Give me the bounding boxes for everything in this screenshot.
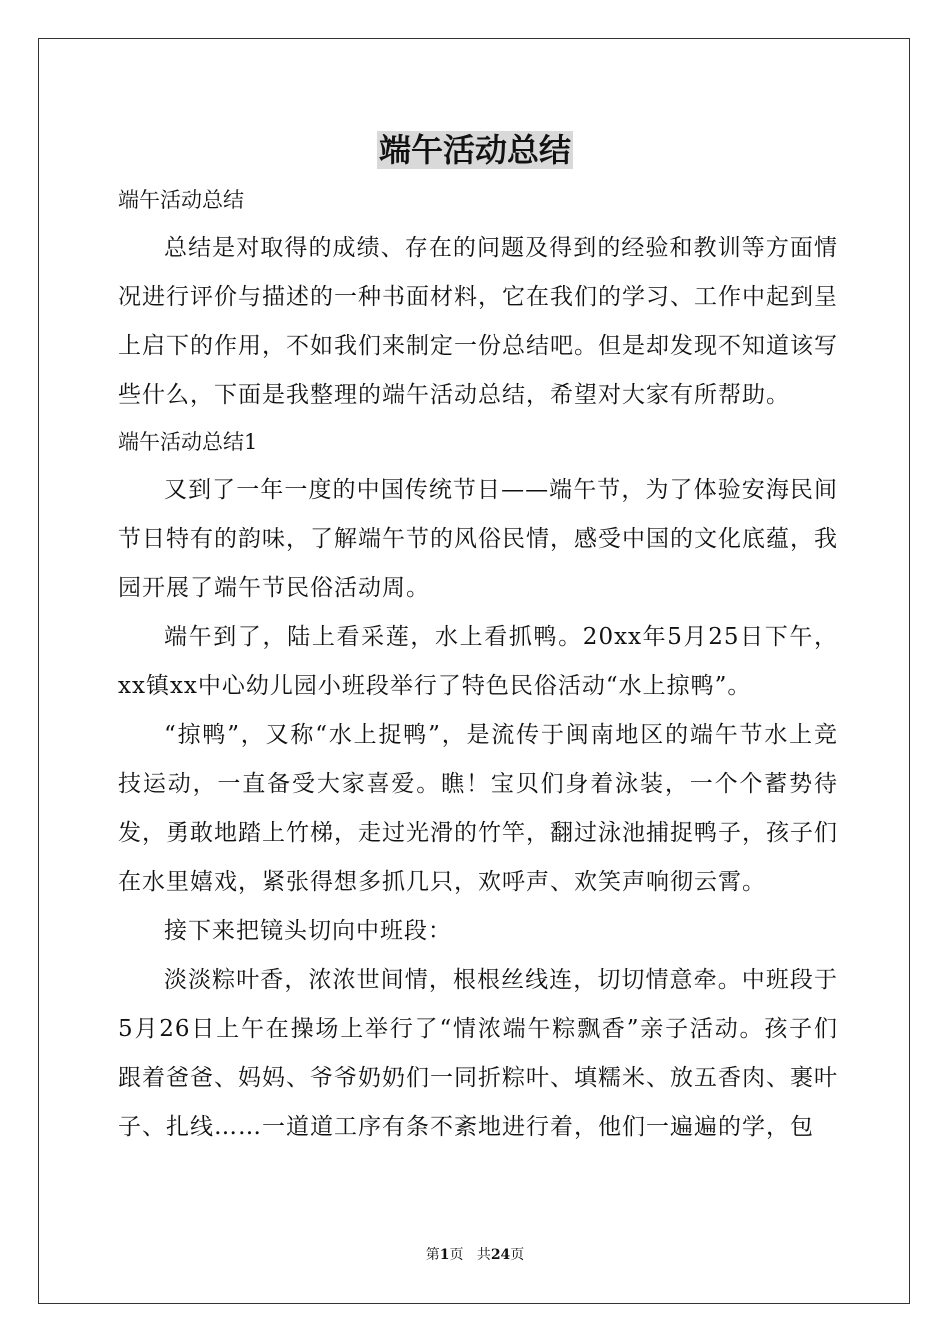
intro-paragraph: 总结是对取得的成绩、存在的问题及得到的经验和教训等方面情况进行评价与描述的一种书面材料，它在我们的学习、工作中起到呈上启下的作用，不如我们来制定一份总结吧。但是却发现不知道该写些什么，下面是我整理的端午活动总结，希望对大家有所帮助。: [118, 235, 838, 408]
body-paragraph: “掠鸭”，又称“水上捉鸭”，是流传于闽南地区的端午节水上竞技运动，一直备受大家喜爱。瞧！宝贝们身着泳装，一个个蓄势待发，勇敢地踏上竹梯，走过光滑的竹竿，翻过泳池捕捉鸭子，孩子们在水里嬉戏，紧张得想多抓几只，欢呼声、欢笑声响彻云霄。: [118, 722, 838, 895]
document-title: [0, 124, 950, 176]
page-footer: [0, 1244, 950, 1264]
page-suffix: 页: [449, 1247, 464, 1263]
document-subtitle: 端午活动总结: [118, 188, 244, 212]
document-title-text: 端午活动总结: [378, 131, 571, 169]
section-heading: 端午活动总结1: [118, 430, 258, 454]
total-pages: 24: [490, 1247, 511, 1263]
body-paragraph: 又到了一年一度的中国传统节日——端午节，为了体验安海民间节日特有的韵味，了解端午节的风俗民情，感受中国的文化底蕴，我园开展了端午节民俗活动周。: [118, 477, 838, 601]
body-paragraph: 端午到了，陆上看采莲，水上看抓鸭。20xx年5月25日下午，xx镇xx中心幼儿园小班段举行了特色民俗活动“水上掠鸭”。: [118, 624, 838, 699]
page-prefix: 第: [425, 1247, 440, 1263]
page-number: 1: [439, 1247, 450, 1263]
body-paragraph: 淡淡粽叶香，浓浓世间情，根根丝线连，切切情意牵。中班段于5月26日上午在操场上举行了“情浓端午粽飘香”亲子活动。孩子们跟着爸爸、妈妈、爷爷奶奶们一同折粽叶、填糯米、放五香肉、裹叶子、扎线……一道道工序有条不紊地进行着，他们一遍遍的学，包: [118, 967, 838, 1140]
total-suffix: 页: [510, 1247, 525, 1263]
body-paragraph: 接下来把镜头切向中班段：: [164, 918, 452, 944]
document-body: [118, 178, 838, 1152]
total-prefix: 共: [476, 1247, 491, 1263]
